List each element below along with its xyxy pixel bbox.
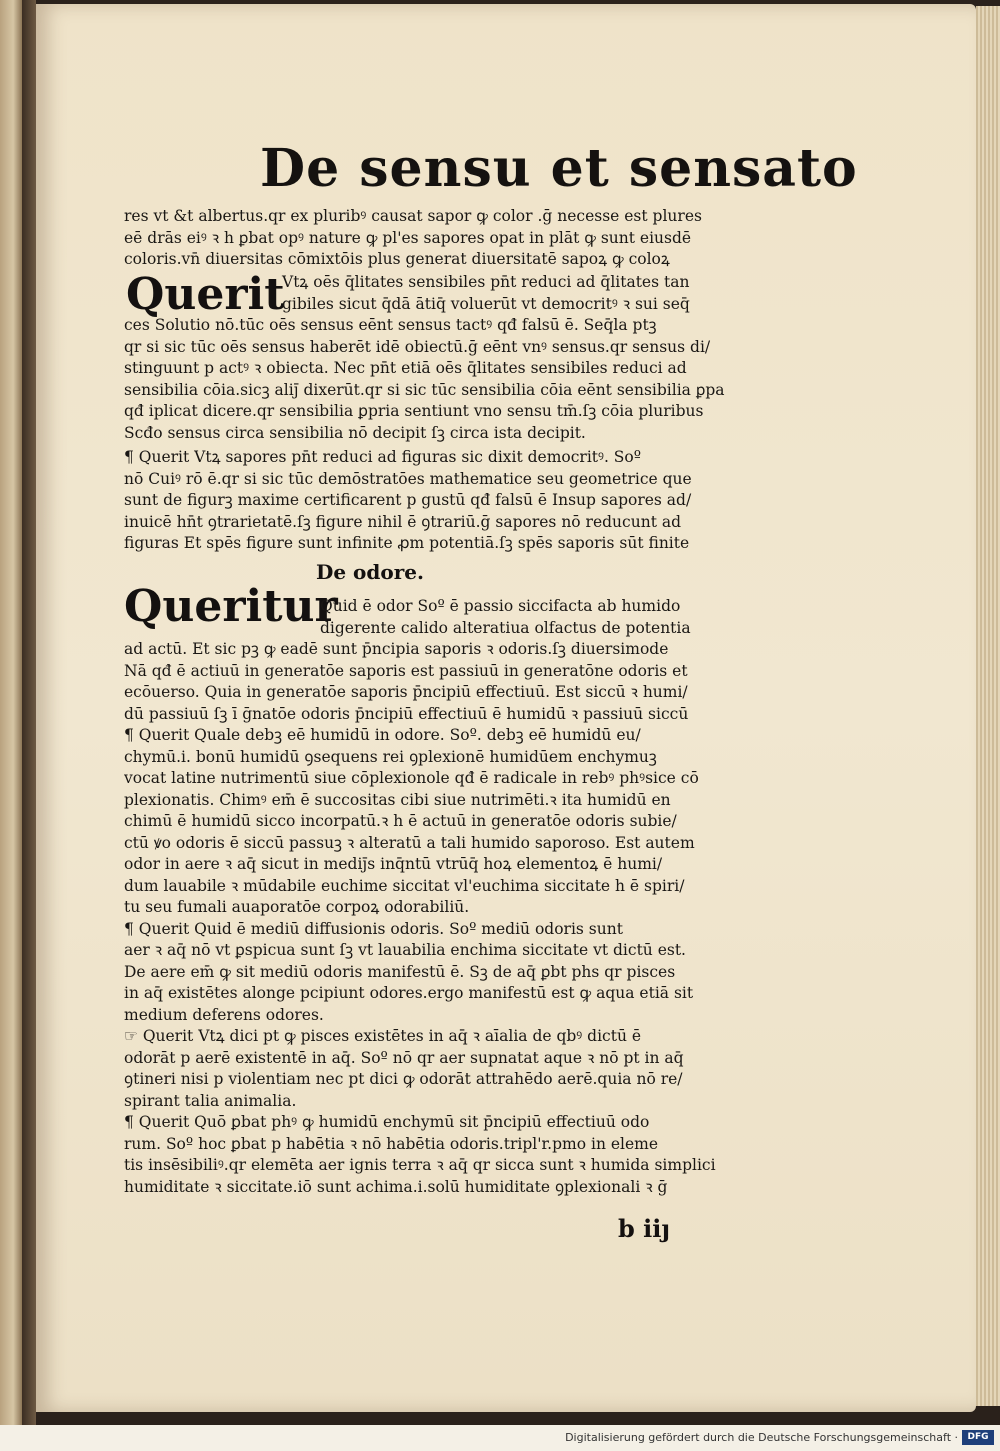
text-line: ¶ Querit Quid ē mediū diffusionis odoris. Soº mediū odoris sunt	[124, 919, 623, 938]
text-line: odor in aere ꝛ aq̄ sicut in mediȷ̄s inq̄ntū vtrūq̄ hoꝝ elementoꝝ ē humi/	[124, 855, 663, 873]
signature-mark: b iiȷ	[618, 1214, 671, 1243]
text-line: rum. Soº hoc ꝑbat p habētia ꝛ nō habētia odoris.tripl'r.pmo in eleme	[124, 1134, 659, 1153]
section-heading: De odore.	[316, 560, 424, 584]
text-line: gibiles sicut q̄dā ātiq̄ voluerūt vt democritꝰ ꝛ sui seq̄	[282, 294, 690, 313]
text-line: plexionatis. Chimꝰ em̄ ē succositas cibi siue nutrimēti.ꝛ ita humidū en	[124, 790, 671, 809]
text-line: tu seu fumali auaporatōe corpoꝝ odorabiliū.	[124, 898, 470, 916]
text-line: stinguunt p actꝰ ꝛ obiecta. Nec pn̄t etiā oēs q̄litates sensibiles reduci ad	[124, 359, 687, 377]
text-line: nō Cuiꝰ rō ē.qr si sic tūc demōstratōes mathematice seu geometrice que	[124, 469, 692, 488]
text-line: dū passiuū ſꝫ ī ḡnatōe odoris p̄ncipiū effectiuū ē humidū ꝛ passiuū siccū	[124, 704, 689, 723]
book-gutter	[22, 0, 36, 1425]
footer-bar	[0, 1425, 1000, 1451]
text-line: coloris.vn̄ diuersitas cōmixtōis plus generat diuersitatē sapoꝝ ꝙ coloꝝ	[124, 250, 670, 268]
text-line: ces Solutio nō.tūc oēs sensus eēnt sensus tactꝰ qđ falsū ē. Seq̄la ptꝫ	[124, 316, 657, 334]
text-line: ¶ Querit Vtꝝ sapores pn̄t reduci ad figuras sic dixit democritꝰ. Soº	[124, 448, 642, 466]
text-block-4	[124, 596, 744, 1198]
text-line: odorāt p aerē existentē in aq̄. Soº nō qr aer supnatat aque ꝛ nō pt in aq̄	[124, 1048, 684, 1067]
text-line: sunt de figurꝫ maxime certificarent p gustū qđ falsū ē Insup sapores ad/	[124, 491, 692, 509]
text-line: De aere em̄ ꝙ sit mediū odoris manifestū ē. Sꝫ de aq̄ ꝑbt phs qr pisces	[124, 962, 676, 981]
text-line: medium deferens odores.	[124, 1005, 324, 1024]
text-line: ctū ꝟo odoris ē siccū passuꝫ ꝛ alteratū a tali humido saporoso. Est autem	[124, 833, 695, 852]
text-line: res vt &t albertus.qr ex pluribꝰ causat sapor ꝙ color .ḡ necesse est plures	[124, 207, 702, 225]
text-line: ad actū. Et sic pꝫ ꝙ eadē sunt p̄ncipia saporis ꝛ odoris.ſꝫ diuersimode	[124, 640, 669, 658]
text-line: in aq̄ existētes alonge pcipiunt odores.ergo manifestū est ꝙ aqua etiā sit	[124, 984, 694, 1002]
text-line: qđ iplicat dicere.qr sensibilia ꝑpria sentiunt vno sensu tm̄.ſꝫ cōia pluribus	[124, 402, 704, 420]
text-line: chimū ē humidū sicco incorpatū.ꝛ h ē actuū in generatōe odoris subie/	[124, 812, 677, 830]
text-line: Nā qđ ē actiuū in generatōe saporis est passiuū in generatōne odoris et	[124, 661, 688, 680]
text-block-1	[124, 206, 744, 271]
text-line: vocat latine nutrimentū siue cōplexionole qđ ē radicale in rebꝰ phꝰsice cō	[124, 769, 699, 787]
initial-queritur: Queritur	[124, 581, 338, 632]
page-heading: De sensu et sensato	[260, 138, 858, 199]
text-line: chymū.i. bonū humidū ꝯsequens rei ꝯplexionē humidūem enchymuꝫ	[124, 747, 657, 766]
previous-page-edge	[0, 0, 22, 1425]
text-line: Vtꝝ oēs q̄litates sensibiles pn̄t reduci ad q̄litates tan	[282, 273, 690, 291]
text-line: dum lauabile ꝛ mūdabile euchime siccitat vl'euchima siccitate h ē spiri/	[124, 876, 685, 895]
initial-querit: Querit	[126, 269, 285, 320]
text-line: inuicē hn̄t ꝯtrarietatē.ſꝫ figure nihil ē ꝯtrariū.ḡ sapores nō reducunt ad	[124, 512, 682, 531]
text-line: qr si sic tūc oēs sensus haberēt idē obiectū.ḡ eēnt vnꝰ sensus.qr sensus di/	[124, 337, 711, 356]
text-line: ecōuerso. Quia in generatōe saporis p̄ncipiū effectiuū. Est siccū ꝛ humi/	[124, 683, 688, 701]
text-line: ¶ Querit Quale debꝫ eē humidū in odore. Soº. debꝫ eē humidū eu/	[124, 726, 641, 744]
text-line: figuras Et spēs figure sunt infinite ꝓm potentiā.ſꝫ spēs saporis sūt finite	[124, 534, 690, 552]
text-block-2	[124, 269, 744, 444]
text-line: ¶ Querit Quō ꝑbat phꝰ ꝙ humidū enchymū sit p̄ncipiū effectiuū odo	[124, 1113, 650, 1131]
text-line: aer ꝛ aq̄ nō vt ꝑspicua sunt ſꝫ vt lauabilia enchima siccitate vt dictū est.	[124, 941, 686, 959]
text-line: spirant talia animalia.	[124, 1091, 297, 1110]
footer-credit: Digitalisierung gefördert durch die Deutsche Forschungsgemeinschaft ·	[565, 1431, 958, 1444]
text-line: ☞ Querit Vtꝝ dici pt ꝙ pisces existētes in aq̄ ꝛ aīalia de qbꝰ dictū ē	[124, 1027, 642, 1045]
text-block-3	[124, 447, 744, 555]
page-edges	[976, 6, 1000, 1406]
text-line: ꝯtineri nisi p violentiam nec pt dici ꝙ odorāt attrahēdo aerē.quia nō re/	[124, 1070, 683, 1088]
text-line: eē drās eiꝰ ꝛ h ꝑbat opꝰ nature ꝙ pl'es sapores opat in plāt ꝙ sunt eiusdē	[124, 228, 692, 247]
text-line: digerente calido alteratiua olfactus de potentia	[320, 618, 691, 637]
text-line: humiditate ꝛ siccitate.iō sunt achima.i.solū humiditate ꝯplexionali ꝛ ḡ	[124, 1177, 668, 1196]
text-line: tis insēsibiliꝰ.qr elemēta aer ignis terra ꝛ aq̄ qr sicca sunt ꝛ humida simplici	[124, 1156, 716, 1174]
dfg-logo: DFG	[962, 1430, 994, 1445]
text-line: Quid ē odor Soº ē passio siccifacta ab humido	[320, 597, 681, 615]
text-line: sensibilia cōia.sicꝫ aliȷ̄ dixerūt.qr si sic tūc sensibilia cōia eēnt sensibilia ꝑpa	[124, 380, 725, 399]
text-line: Scđo sensus circa sensibilia nō decipit ſꝫ circa ista decipit.	[124, 423, 586, 442]
